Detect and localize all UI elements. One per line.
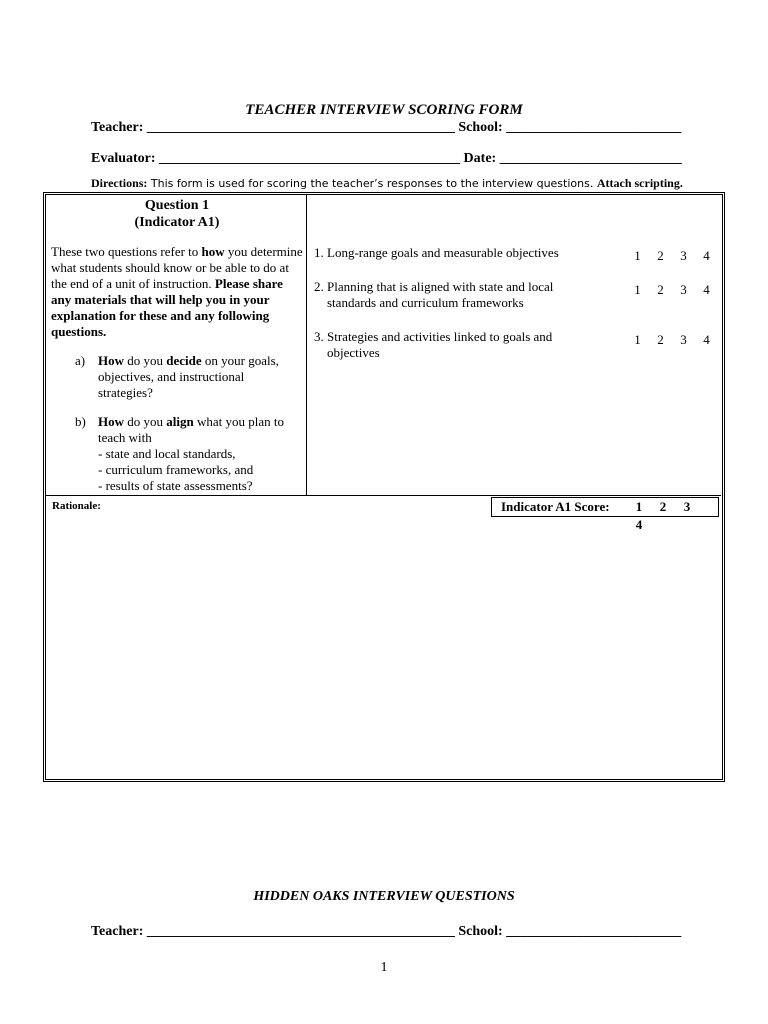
a-how: How — [98, 353, 124, 368]
sub-question-a-label: a) — [75, 353, 86, 368]
criterion-text: Long-range goals and measurable objectives — [327, 245, 559, 260]
score-option[interactable]: 4 — [703, 248, 710, 263]
b-text-2: what you plan to teach with — [98, 414, 284, 445]
directions-attach: Attach scripting. — [596, 176, 683, 190]
score-option[interactable]: 1 — [634, 332, 641, 347]
a-text-2: on your goals, objectives, and instructional strategies? — [98, 353, 279, 400]
criterion-text: Planning that is aligned with state and local standards and curriculum frameworks — [327, 279, 554, 310]
criterion-number: 2. — [314, 279, 324, 294]
teacher-school-line-2: Teacher: ____________________________________________ School: _________________________ — [91, 924, 682, 939]
question-intro — [51, 244, 303, 340]
a-decide: decide — [166, 353, 202, 368]
sub-question-b-label: b) — [75, 414, 86, 429]
b-text-1: do you — [124, 414, 167, 429]
b-align: align — [166, 414, 194, 429]
directions-text: This form is used for scoring the teacher’s responses to the interview questions. — [147, 177, 597, 190]
row-divider — [46, 495, 721, 496]
question-indicator: (Indicator A1) — [134, 215, 220, 230]
directions — [91, 176, 683, 191]
score-option[interactable]: 4 — [703, 282, 710, 297]
rationale-label: Rationale: — [52, 500, 101, 512]
criterion-number: 3. — [314, 329, 324, 344]
criterion-3-scale[interactable] — [626, 332, 720, 348]
b-list-item: - results of state assessments? — [98, 478, 253, 493]
question-number: Question 1 — [144, 198, 210, 213]
evaluator-date-line: Evaluator: ___________________________________________ Date: __________________________ — [91, 151, 682, 166]
form-title: TEACHER INTERVIEW SCORING FORM — [245, 102, 523, 118]
question-heading — [48, 197, 306, 231]
indicator-score-option[interactable]: 1 — [635, 499, 643, 514]
score-option[interactable]: 3 — [680, 332, 687, 347]
b-list-item: - state and local standards, — [98, 446, 236, 461]
criterion-text: Strategies and activities linked to goals and objectives — [327, 329, 553, 360]
intro-text-1: These two questions refer to — [51, 244, 202, 259]
criterion-number: 1. — [314, 245, 324, 260]
criterion-1-scale[interactable] — [626, 248, 720, 264]
intro-how: how — [201, 244, 225, 259]
score-option[interactable]: 4 — [703, 332, 710, 347]
score-option[interactable]: 2 — [657, 282, 664, 297]
score-option[interactable]: 2 — [657, 332, 664, 347]
score-option[interactable]: 3 — [680, 282, 687, 297]
page-number: 1 — [380, 960, 388, 975]
b-how: How — [98, 414, 124, 429]
intro-text-2: you determine what students should know or be able to do at the end of a unit of instruction. — [51, 244, 303, 291]
teacher-school-line: Teacher: ____________________________________________ School: _________________________ — [91, 120, 682, 135]
directions-label: Directions: — [91, 176, 148, 190]
column-divider — [306, 195, 307, 496]
score-option[interactable]: 3 — [680, 248, 687, 263]
interview-questions-title: HIDDEN OAKS INTERVIEW QUESTIONS — [253, 889, 515, 904]
score-option[interactable]: 1 — [634, 248, 641, 263]
intro-bold: Please share any materials that will help you in your explanation for these and any following questions. — [51, 276, 283, 339]
score-option[interactable]: 1 — [634, 282, 641, 297]
score-option[interactable]: 2 — [657, 248, 664, 263]
indicator-score-option[interactable]: 4 — [635, 517, 643, 532]
b-list-item: - curriculum frameworks, and — [98, 462, 254, 477]
indicator-score-option[interactable]: 3 — [683, 499, 691, 514]
indicator-score-option[interactable]: 2 — [659, 499, 667, 514]
indicator-score-label: Indicator A1 Score: — [501, 499, 610, 514]
indicator-score-box — [491, 497, 719, 532]
criterion-2-scale[interactable] — [626, 282, 720, 298]
a-text-1: do you — [124, 353, 167, 368]
